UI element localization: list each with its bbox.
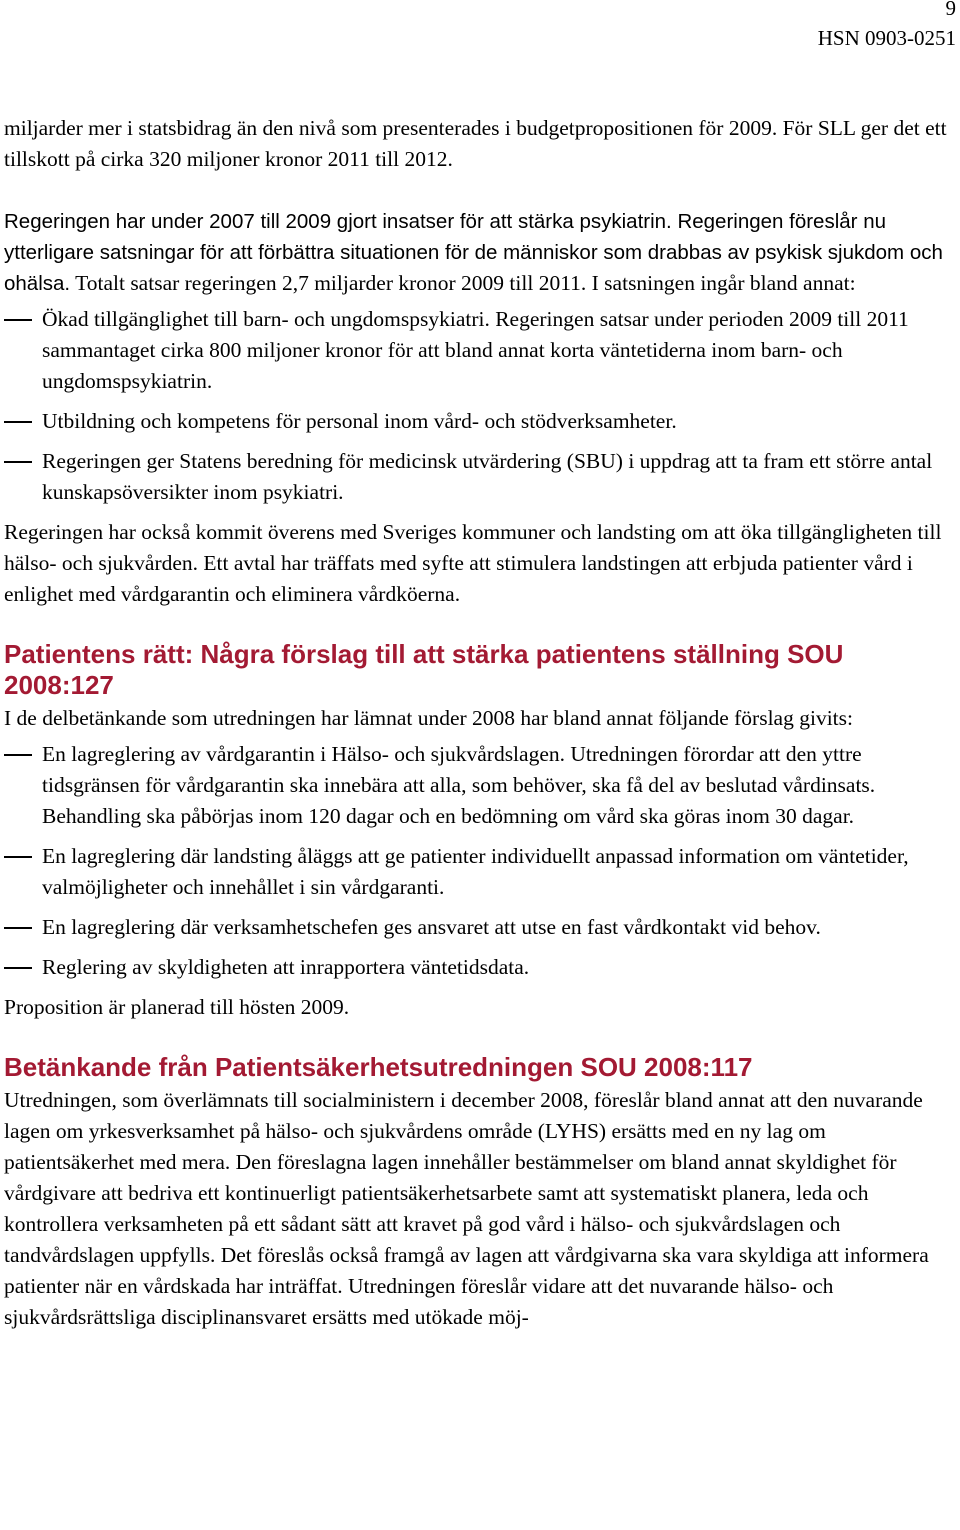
forslag-list [4,739,954,983]
list-item [4,912,954,943]
page-number: 9 [945,0,956,20]
list-item-text: En lagreglering där verksamhetschefen ges ansvaret att utse en fast vårdkontakt vid behov. [42,915,821,939]
list-item-text: Ökad tillgänglighet till barn- och ungdomspsykiatri. Regeringen satsar under perioden 2009 till 2011 sammantaget cirka 800 miljoner kronor för att bland annat korta väntetiderna inom barn- och ungdomspsykiatrin. [42,307,909,393]
list-item-text: Reglering av skyldigheten att inrapportera väntetidsdata. [42,955,530,979]
list-item-text: Utbildning och kompetens för personal inom vård- och stödverksamheter. [42,409,677,433]
paragraph-intro: I de delbetänkande som utredningen har lämnat under 2008 har bland annat följande förslag givits: [4,706,853,730]
list-item-text: En lagreglering av vårdgarantin i Hälso- och sjukvårdslagen. Utredningen förordar att den yttre tidsgränsen för vårdgarantin ska innebära att alla, som behöver, ska få del av beslutad vårdinsats. Behandling ska påbörjas inom 120 dagar och en bedömning om vård ska göras inom 30 dagar. [42,742,876,828]
dash-bullet [4,461,32,463]
list-item-text: Regeringen ger Statens beredning för medicinsk utvärdering (SBU) i uppdrag att ta fram ett större antal kunskapsöversikter inom psykiatri. [42,449,933,504]
paragraph-psykiatri [4,206,954,299]
page-content [4,113,954,1333]
dash-bullet [4,754,32,756]
dash-bullet [4,856,32,858]
dash-bullet [4,421,32,423]
paragraph-psykiatri-sans: Regeringen har under 2007 till 2009 gjort insatser för att stärka psykiatrin. Regeringen föreslår nu ytterligare satsningar för att förbättra situationen för de människor som drabbas av psykisk sjukdom och ohälsa. [4,210,943,295]
list-item [4,739,954,832]
dash-bullet [4,927,32,929]
paragraph-psykiatri-serif: Totalt satsar regeringen 2,7 miljarder kronor 2009 till 2011. I satsningen ingår bland annat: [70,271,856,295]
list-item [4,406,954,437]
dash-bullet [4,967,32,969]
heading-patientsakerhet: Betänkande från Patientsäkerhetsutredningen SOU 2008:117 [4,1052,753,1082]
list-item-text: En lagreglering där landsting åläggs att ge patienter individuellt anpassad information om väntetider, valmöjligheter och innehållet i sin vårdgaranti. [42,844,909,899]
list-item [4,446,954,508]
dash-bullet [4,319,32,321]
list-item [4,952,954,983]
paragraph-budget: miljarder mer i statsbidrag än den nivå som presenterades i budgetpropositionen för 2009. För SLL ger det ett tillskott på cirka 320 miljoner kronor 2011 till 2012. [4,116,947,171]
list-item [4,841,954,903]
paragraph-proposition: Proposition är planerad till hösten 2009. [4,995,350,1019]
psykiatri-list [4,304,954,508]
paragraph-avtal: Regeringen har också kommit överens med Sveriges kommuner och landsting om att öka tillgängligheten till hälso- och sjukvården. Ett avtal har träffats med syfte att stimulera landstingen att erbjuda patienter vård i enlighet med vårdgarantin och eliminera vårdköerna. [4,520,942,606]
paragraph-utredningen: Utredningen, som överlämnats till socialministern i december 2008, föreslår bland annat att den nuvarande lagen om yrkesverksamhet på hälso- och sjukvårdens område (LYHS) ersätts med en ny lag om patientsäkerhet med mera. Den föreslagna lagen innehåller bestämmelser om bland annat skyldighet för vårdgivare att bedriva ett kontinuerligt patientsäkerhetsarbete samt att systematiskt planera, leda och kontrollera verksamheten på ett sådant sätt att kravet på god vård i hälso- och sjukvårdslagen och tandvårdslagen uppfylls. Det föreslås också framgå av lagen att vårdgivarna ska vara skyldiga att informera patienter när en vårdskada har inträffat. Utredningen föreslår vidare att det nuvarande hälso- och sjukvårdsrättsliga disciplinansvaret ersätts med utökade möj- [4,1088,929,1329]
heading-patientens-ratt: Patientens rätt: Några förslag till att stärka patientens ställning SOU 2008:127 [4,639,844,700]
document-id: HSN 0903-0251 [817,26,956,50]
list-item [4,304,954,397]
